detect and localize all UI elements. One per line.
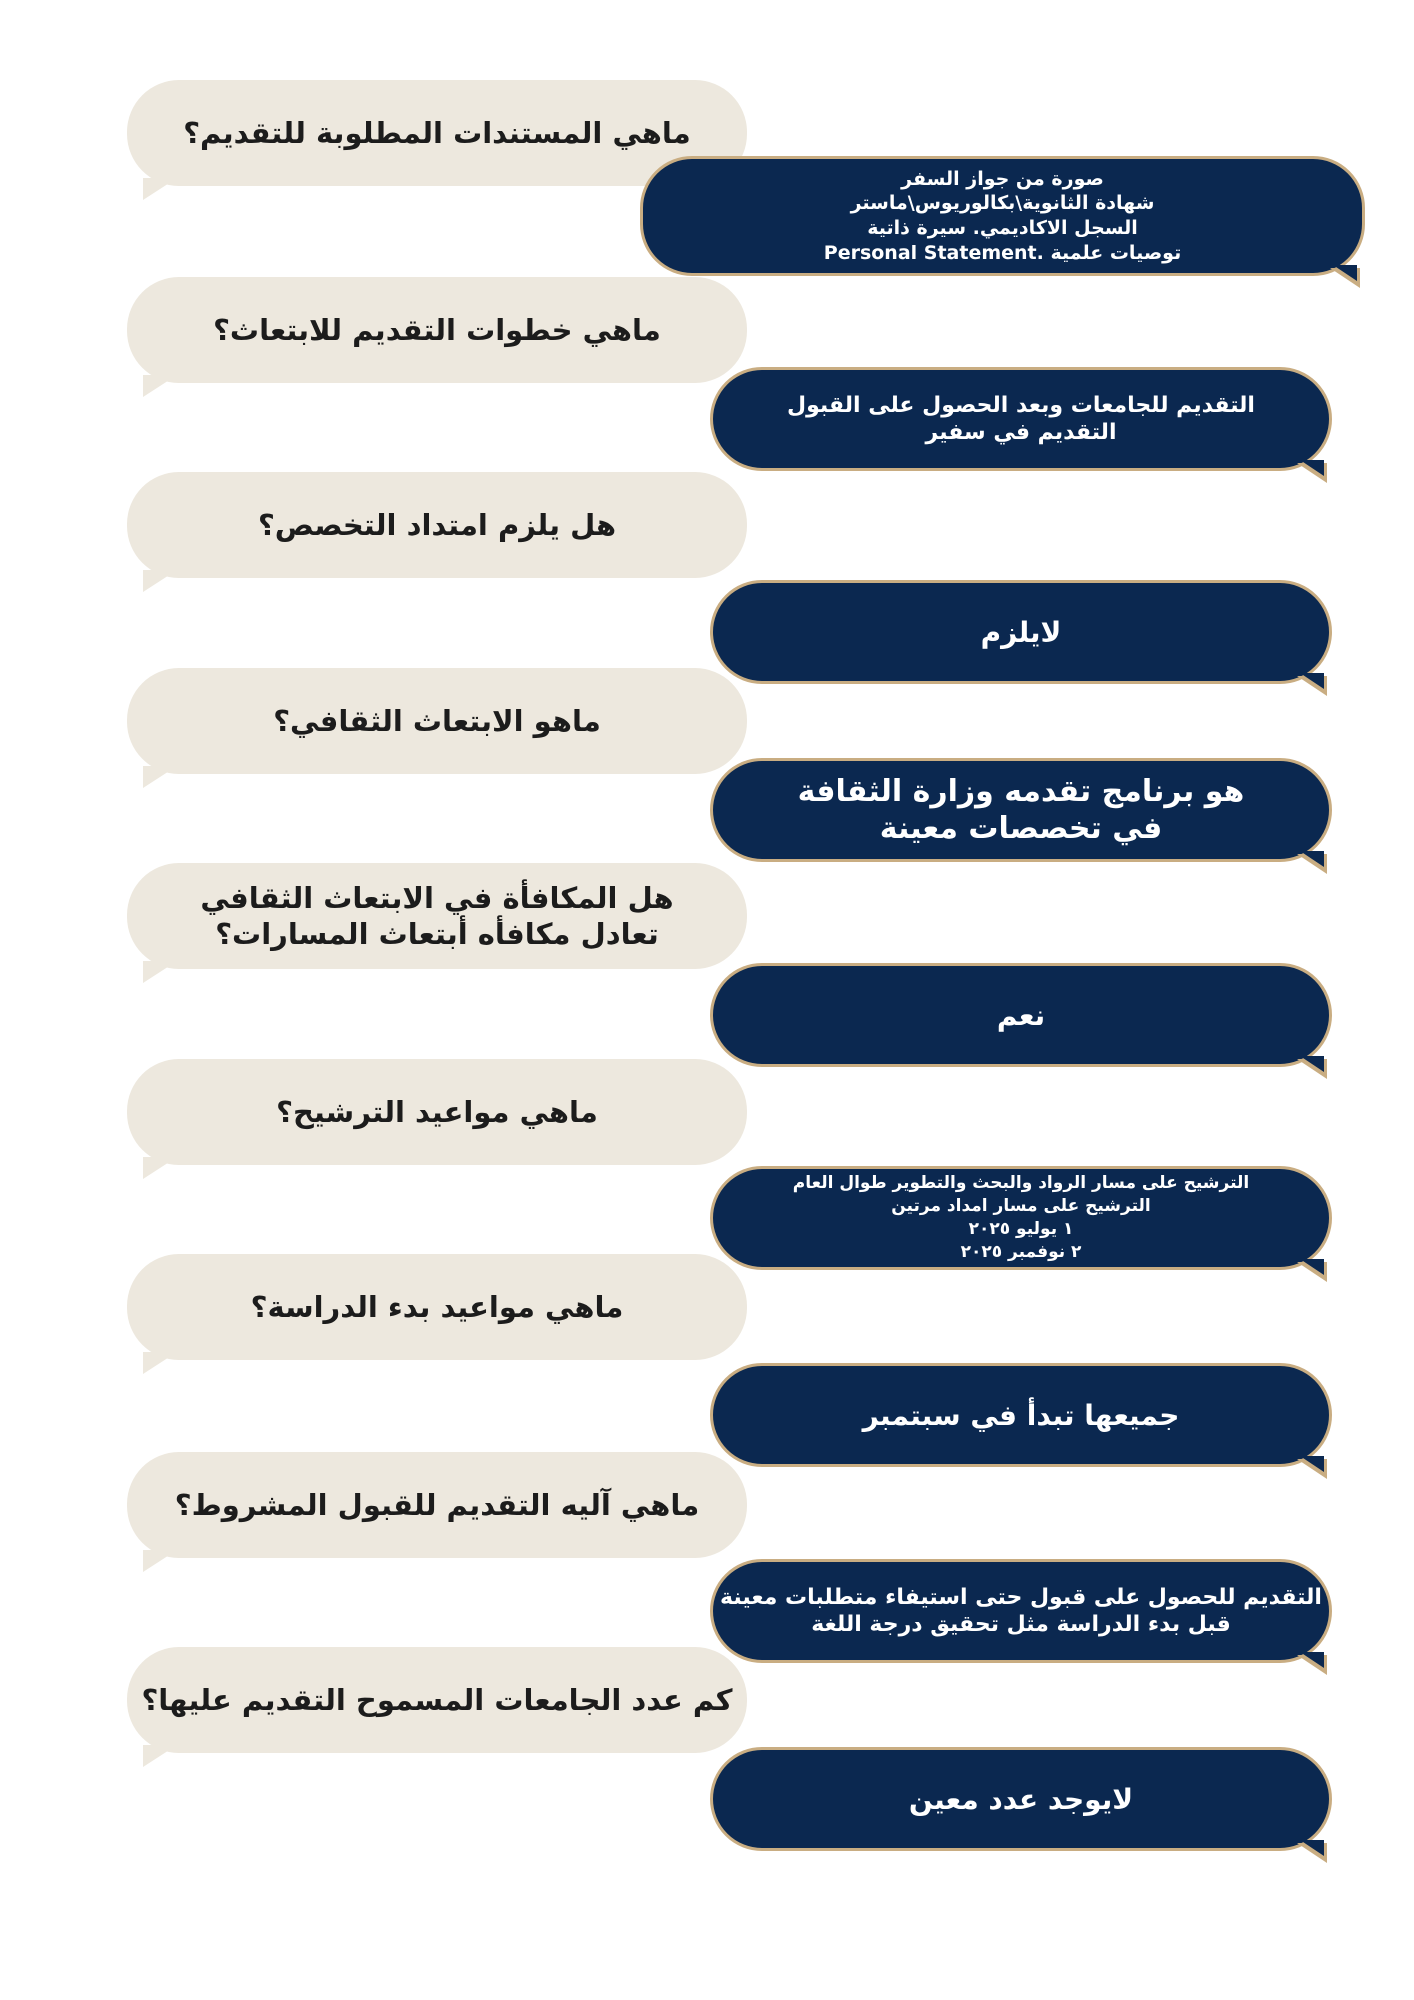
question-bubble [127, 1059, 747, 1165]
bubble-tail [1297, 676, 1327, 696]
bubble-tail [1297, 854, 1327, 874]
answer-line: التقديم في سفير [925, 420, 1117, 445]
answer-line: ٢ نوفمبر ٢٠٢٥ [960, 1241, 1082, 1262]
question-bubble [127, 472, 747, 578]
question-text: ماهي المستندات المطلوبة للتقديم؟ [183, 115, 691, 150]
answer-line: في تخصصات معينة [879, 811, 1163, 846]
answer-line: توصيات علمية .Personal Statement [823, 241, 1182, 264]
question-text: ماهي مواعيد بدء الدراسة؟ [250, 1289, 624, 1324]
answer-line: الترشيح على مسار الرواد والبحث والتطوير طوال العام [792, 1173, 1250, 1194]
question-bubble [127, 863, 747, 969]
answer-line: جميعها تبدأ في سبتمبر [862, 1398, 1180, 1432]
bubble-tail [143, 1745, 177, 1767]
question-text: هل يلزم امتداد التخصص؟ [257, 507, 617, 542]
bubble-tail [1297, 1059, 1327, 1079]
question-text: كم عدد الجامعات المسموح التقديم عليها؟ [141, 1682, 733, 1717]
question-bubble [127, 277, 747, 383]
bubble-tail [143, 1352, 177, 1374]
answer-bubble [710, 1363, 1332, 1467]
question-text: ماهو الابتعاث الثقافي؟ [273, 703, 601, 738]
answer-line: الترشيح على مسار امداد مرتين [891, 1196, 1151, 1217]
bubble-tail [143, 1157, 177, 1179]
bubble-tail [1330, 268, 1360, 288]
answer-bubble [710, 367, 1332, 471]
bubble-tail [143, 178, 177, 200]
answer-line: لايوجد عدد معين [908, 1782, 1134, 1816]
question-bubble [127, 1452, 747, 1558]
answer-line: صورة من جواز السفر [901, 167, 1104, 190]
answer-bubble [710, 1166, 1332, 1270]
question-text: ماهي آليه التقديم للقبول المشروط؟ [174, 1487, 700, 1522]
bubble-tail [1297, 1655, 1327, 1675]
answer-line: التقديم للجامعات وبعد الحصول على القبول [787, 392, 1255, 418]
bubble-tail [143, 570, 177, 592]
answer-line: هو برنامج تقدمه وزارة الثقافة [797, 773, 1245, 809]
answer-bubble [710, 1559, 1332, 1663]
answer-bubble [710, 963, 1332, 1067]
answer-line: نعم [996, 998, 1046, 1032]
question-text: هل المكافأة في الابتعاث الثقافي [200, 880, 674, 915]
answer-line: شهادة الثانوية\بكالوريوس\ماستر [850, 192, 1155, 215]
bubble-tail [143, 375, 177, 397]
bubble-tail [1297, 463, 1327, 483]
question-text: ماهي خطوات التقديم للابتعاث؟ [213, 312, 661, 347]
answer-bubble [640, 156, 1365, 276]
bubble-tail [1297, 1262, 1327, 1282]
answer-line: ١ يوليو ٢٠٢٥ [968, 1219, 1074, 1239]
answer-bubble [710, 758, 1332, 862]
question-bubble [127, 1647, 747, 1753]
answer-line: لايلزم [980, 615, 1062, 649]
answer-line: السجل الاكاديمي. سيرة ذاتية [867, 217, 1138, 239]
question-bubble [127, 1254, 747, 1360]
bubble-tail [143, 766, 177, 788]
answer-bubble [710, 580, 1332, 684]
bubble-tail [143, 961, 177, 983]
answer-bubble [710, 1747, 1332, 1851]
bubble-tail [143, 1550, 177, 1572]
answer-line: التقديم للحصول على قبول حتى استيفاء متطلبات معينة [720, 1584, 1322, 1610]
question-bubble [127, 80, 747, 186]
answer-line: قبل بدء الدراسة مثل تحقيق درجة اللغة [811, 1612, 1231, 1637]
bubble-tail [1297, 1459, 1327, 1479]
bubble-tail [1297, 1843, 1327, 1863]
question-text: ماهي مواعيد الترشيح؟ [276, 1094, 598, 1129]
question-bubble [127, 668, 747, 774]
question-text: تعادل مكافأه أبتعاث المسارات؟ [215, 917, 659, 951]
